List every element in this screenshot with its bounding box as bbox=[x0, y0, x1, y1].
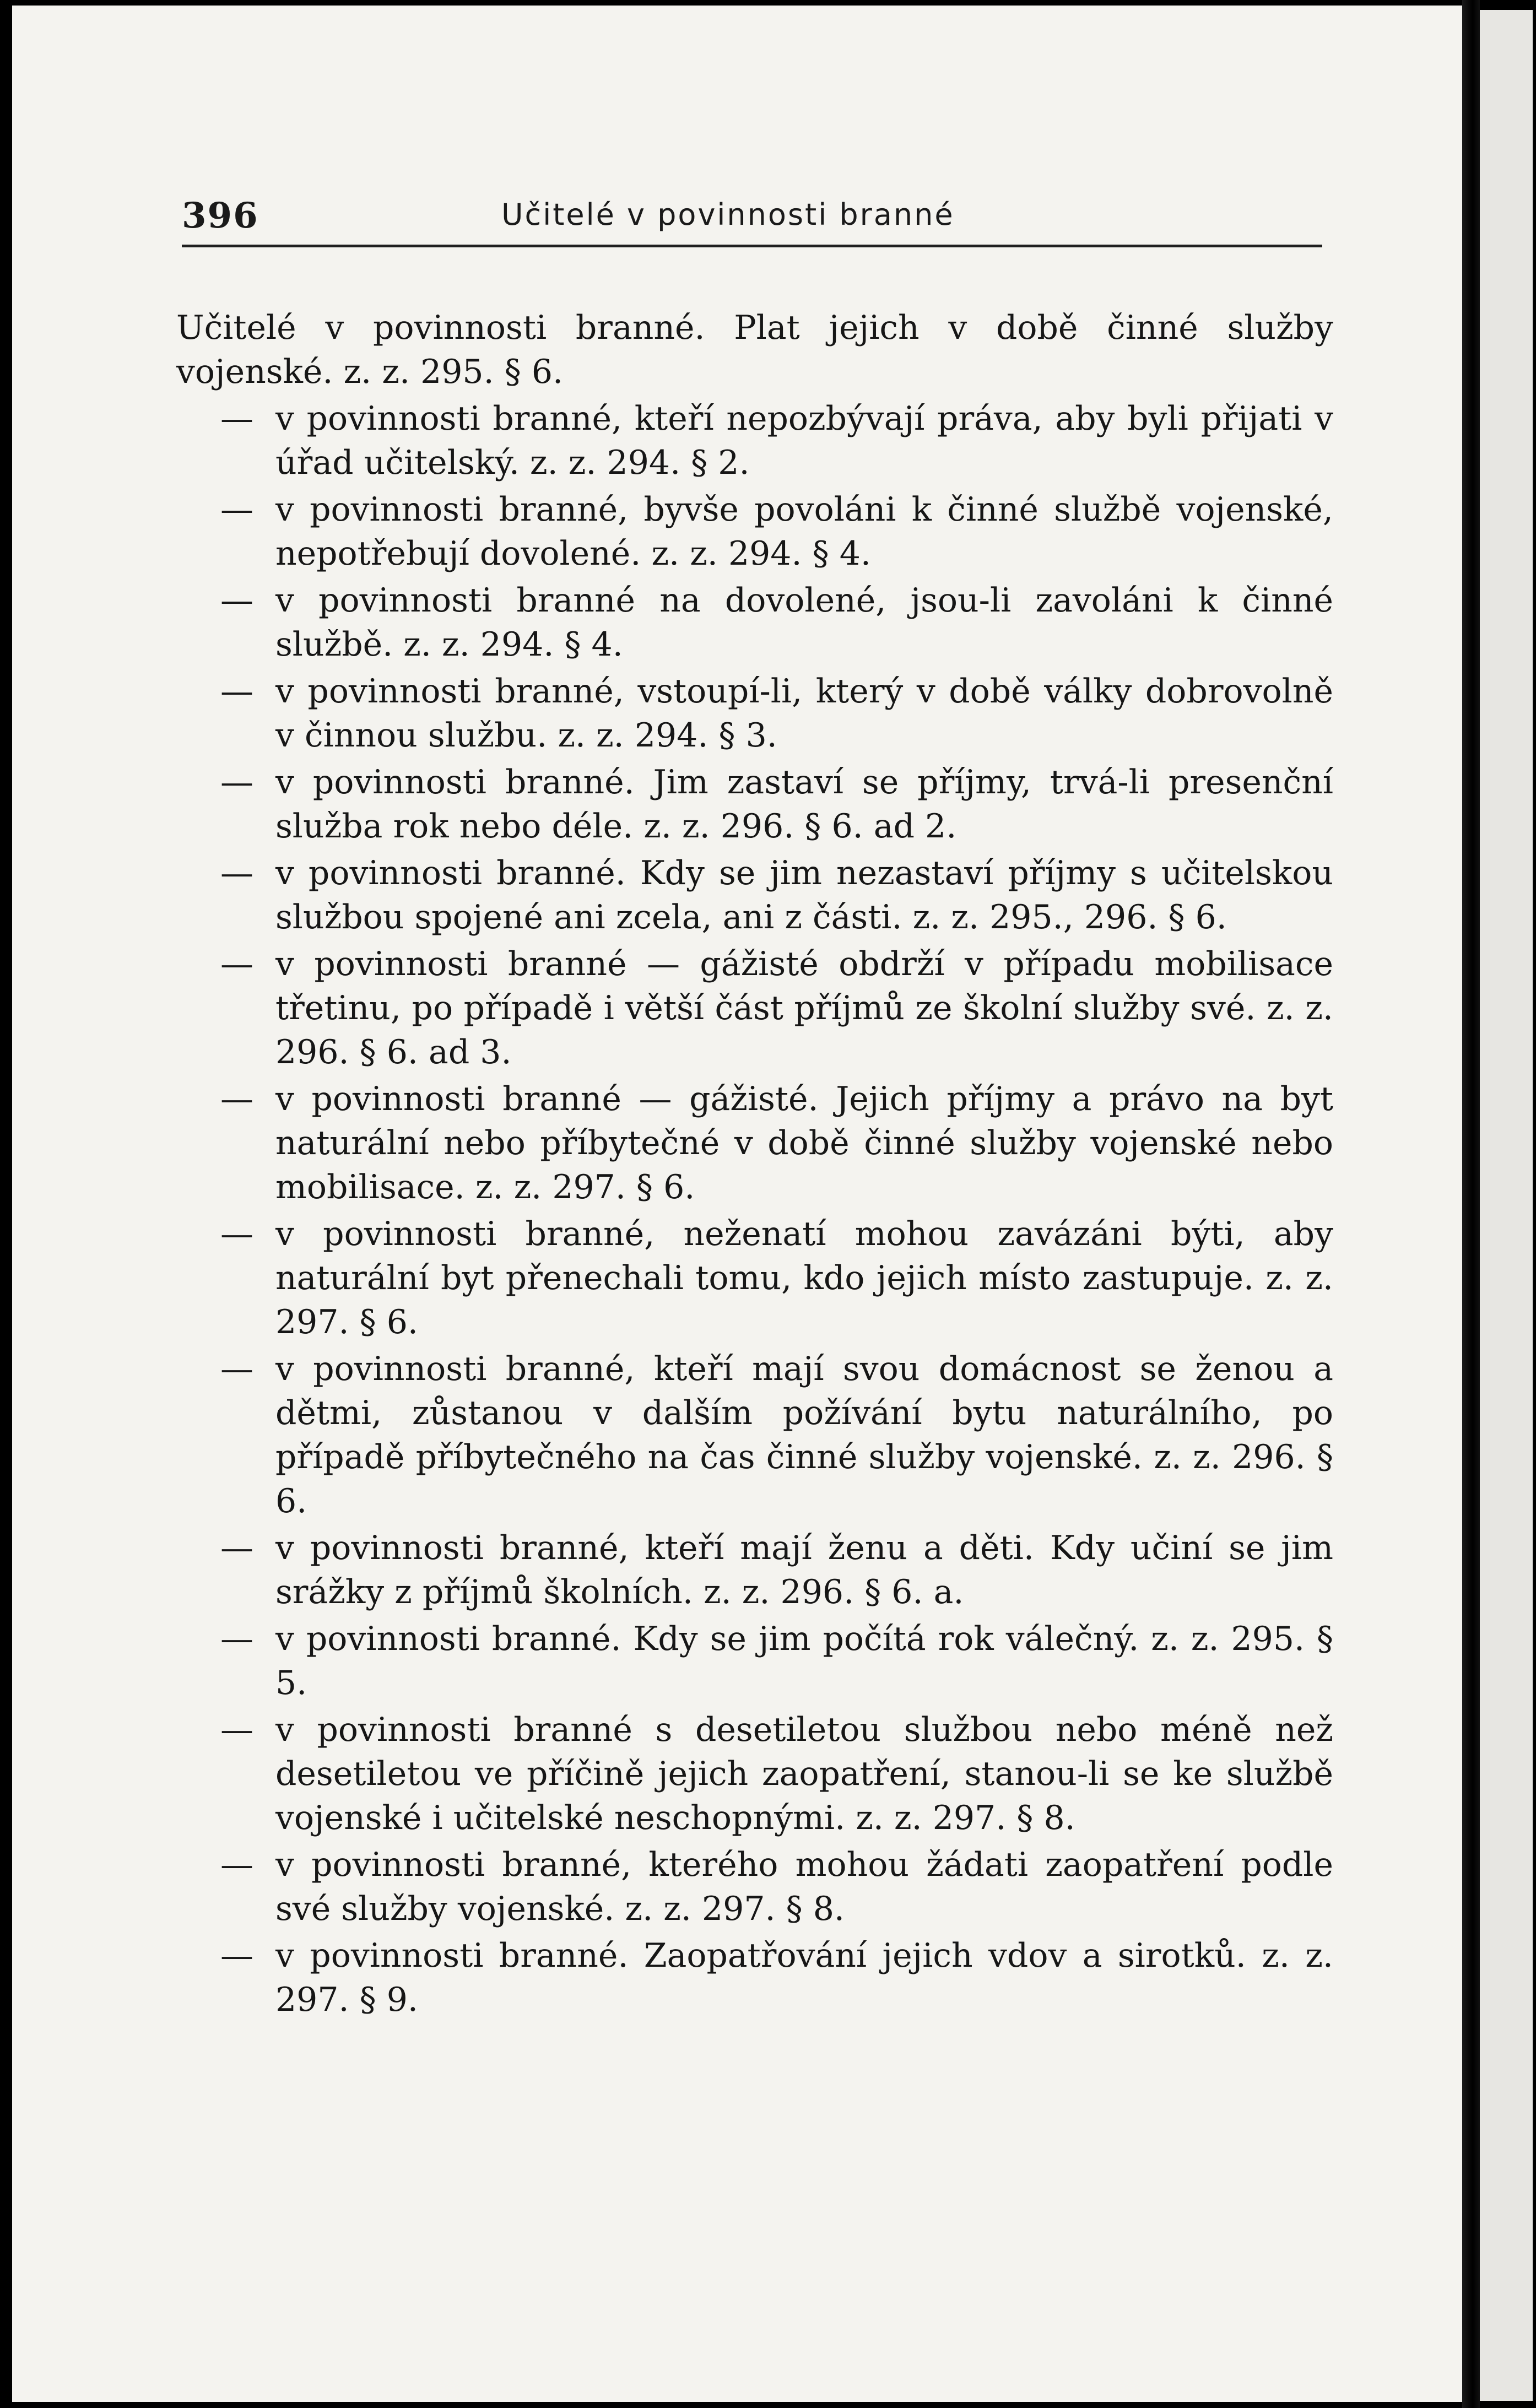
entry-text: v povinnosti branné — gážisté. Jejich příjmy a právo na byt naturální nebo příbytečné v době činné služby vojenské nebo mobilisace. z. z. 297. § 6. bbox=[275, 1080, 1333, 1206]
running-head: Učitelé v povinnosti branné bbox=[501, 197, 955, 232]
lead-entry-text: Učitelé v povinnosti branné. Plat jejich v době činné služby vojenské. z. z. 295. § 6. bbox=[176, 309, 1333, 391]
entry-text: v povinnosti branné — gážisté obdrží v případu mobilisace třetinu, po případě i větší část příjmů ze školní služby své. z. z. 296. § 6. ad 3. bbox=[275, 945, 1333, 1072]
entry-text: v povinnosti branné. Zaopatřování jejich vdov a sirotků. z. z. 297. § 9. bbox=[275, 1936, 1333, 2019]
repeat-dash: — bbox=[220, 1846, 253, 1884]
index-entry bbox=[176, 669, 1333, 757]
index-entry bbox=[176, 1843, 1333, 1931]
repeat-dash: — bbox=[220, 763, 253, 802]
entry-text: v povinnosti branné, kteří nepozbývají práva, aby byli přijati v úřad učitelský. z. z. 294. § 2. bbox=[275, 399, 1333, 482]
index-entry bbox=[176, 1347, 1333, 1523]
index-entry bbox=[176, 1617, 1333, 1705]
adjacent-page-edge bbox=[1480, 10, 1533, 2401]
repeat-dash: — bbox=[220, 1936, 253, 1975]
repeat-dash: — bbox=[220, 581, 253, 620]
index-entry bbox=[176, 397, 1333, 485]
book-gutter-shadow bbox=[1462, 0, 1480, 2408]
entry-text: v povinnosti branné, byvše povoláni k činné službě vojenské, nepotřebují dovolené. z. z. 294. § 4. bbox=[275, 490, 1333, 573]
entry-text: v povinnosti branné, kteří mají ženu a děti. Kdy učiní se jim srážky z příjmů školních. z. z. 296. § 6. a. bbox=[275, 1529, 1333, 1611]
repeat-dash: — bbox=[220, 1620, 253, 1658]
index-entry bbox=[176, 1526, 1333, 1614]
repeat-dash: — bbox=[220, 672, 253, 711]
index-entry bbox=[176, 578, 1333, 667]
repeat-dash: — bbox=[220, 1080, 253, 1118]
index-entry bbox=[176, 1934, 1333, 2022]
entry-text: v povinnosti branné, kteří mají svou domácnost se ženou a dětmi, zůstanou v dalším požívání bytu naturálního, po případě příbytečného na čas činné služby vojenské. z. z. 296. § 6. bbox=[275, 1350, 1333, 1520]
entry-text: v povinnosti branné na dovolené, jsou-li zavoláni k činné službě. z. z. 294. § 4. bbox=[275, 581, 1333, 664]
page-number: 396 bbox=[182, 195, 259, 236]
entry-text: v povinnosti branné, kterého mohou žádati zaopatření podle své služby vojenské. z. z. 297. § 8. bbox=[275, 1846, 1333, 1928]
repeat-dash: — bbox=[220, 490, 253, 529]
entry-text: v povinnosti branné, vstoupí-li, který v době války dobrovolně v činnou službu. z. z. 294. § 3. bbox=[275, 672, 1333, 755]
index-entries bbox=[176, 306, 1333, 2025]
repeat-dash: — bbox=[220, 854, 253, 892]
index-entry bbox=[176, 488, 1333, 576]
entry-text: v povinnosti branné. Kdy se jim nezastaví příjmy s učitelskou službou spojené ani zcela, ani z části. z. z. 295., 296. § 6. bbox=[275, 854, 1333, 937]
lead-entry bbox=[176, 306, 1333, 394]
entry-text: v povinnosti branné s desetiletou službou nebo méně než desetiletou ve příčině jejich zaopatření, stanou-li se ke službě vojenské i učitelské neschopnými. z. z. 297. § 8. bbox=[275, 1711, 1333, 1837]
index-entry bbox=[176, 1212, 1333, 1344]
repeat-dash: — bbox=[220, 1711, 253, 1749]
index-entry bbox=[176, 851, 1333, 939]
repeat-dash: — bbox=[220, 945, 253, 983]
index-entry bbox=[176, 1708, 1333, 1840]
repeat-dash: — bbox=[220, 399, 253, 438]
header-rule bbox=[182, 245, 1322, 247]
repeat-dash: — bbox=[220, 1529, 253, 1567]
repeat-dash: — bbox=[220, 1350, 253, 1388]
index-entry bbox=[176, 942, 1333, 1074]
index-entry bbox=[176, 760, 1333, 848]
entry-text: v povinnosti branné. Jim zastaví se příjmy, trvá-li presenční služba rok nebo déle. z. z. 296. § 6. ad 2. bbox=[275, 763, 1333, 846]
repeat-dash: — bbox=[220, 1215, 253, 1253]
entry-text: v povinnosti branné, neženatí mohou zavázáni býti, aby naturální byt přenechali tomu, kdo jejich místo zastupuje. z. z. 297. § 6. bbox=[275, 1215, 1333, 1341]
index-entry bbox=[176, 1077, 1333, 1209]
page-header bbox=[182, 187, 1322, 253]
entry-text: v povinnosti branné. Kdy se jim počítá rok válečný. z. z. 295. § 5. bbox=[275, 1620, 1333, 1702]
